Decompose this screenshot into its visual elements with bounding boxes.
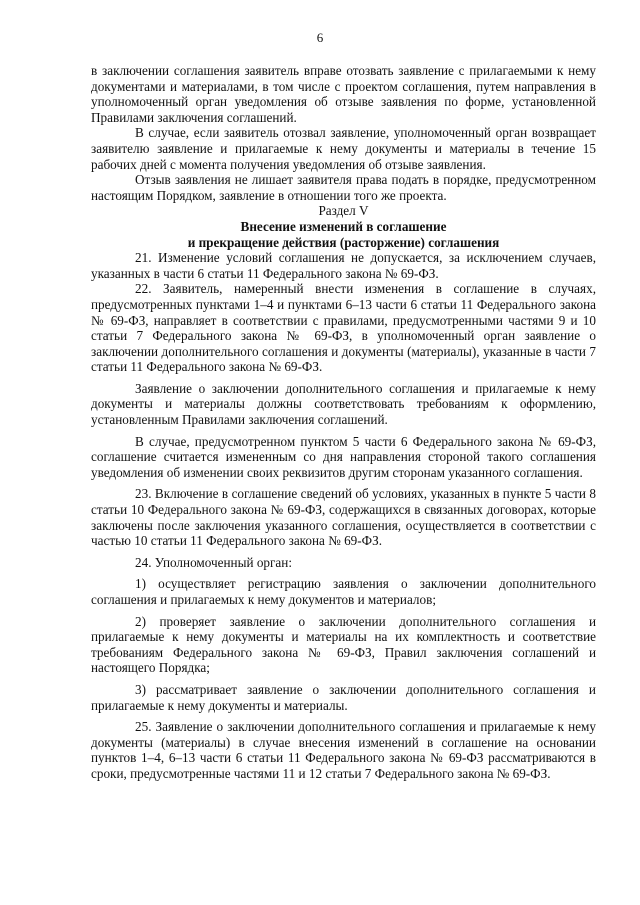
section-title (91, 219, 596, 250)
clause-24-item-3: 3) рассматривает заявление о заключении дополнительного соглашения и прилагаемые к нему документы и материалы. (91, 681, 596, 713)
section-title-line-2: и прекращение действия (расторжение) соглашения (187, 234, 500, 250)
document-body (91, 63, 596, 782)
clause-24-item-2: 2) проверяет заявление о заключении дополнительного соглашения и прилагаемые к нему документы и материалы на их комплектность и соответствие требованиям Федерального закона № 69-ФЗ, Правил заключения соглашений и настоящего Порядка; (91, 613, 596, 676)
clause-25: 25. Заявление о заключении дополнительного соглашения и прилагаемые к нему документы (материалы) в случае внесения изменений в соглашение на основании пунктов 1–4, 6–13 части 6 статьи 11 Федерального закона № 69-ФЗ рассматриваются в сроки, предусмотренные частями 11 и 12 статьи 7 Федерального закона № 69-ФЗ. (91, 719, 596, 781)
clause-24: 24. Уполномоченный орган: (135, 554, 292, 570)
clause-23: 23. Включение в соглашение сведений об условиях, указанных в пункте 5 части 8 статьи 10 Федерального закона № 69-ФЗ, содержащихся в связанных договорах, которые заключены после заключения указанного соглашения, осуществляется в соответствии с частью 10 статьи 11 Федерального закона № 69-ФЗ. (91, 486, 596, 549)
clause-22: 22. Заявитель, намеренный внести изменения в соглашение в случаях, предусмотренных пунктами 1–4 и пунктами 6–13 части 6 статьи 11 Федерального закона № 69-ФЗ, направляет в соответствии с правилами, предусмотренными частями 9 и 10 статьи 7 Федерального закона № 69-ФЗ, в уполномоченный орган заявление о заключении дополнительного соглашения и документы (материалы), указанные в части 7 статьи 11 Федерального закона № 69-ФЗ. (91, 281, 596, 375)
clause-21: 21. Изменение условий соглашения не допускается, за исключением случаев, указанных в части 6 статьи 11 Федерального закона № 69-ФЗ. (91, 250, 596, 281)
paragraph-withdrawal-rights: Отзыв заявления не лишает заявителя права подать в порядке, предусмотренном настоящим Порядком, заявление в отношении того же проекта. (91, 172, 596, 203)
section-title-line-1: Внесение изменений в соглашение (240, 218, 447, 234)
clause-22-requirements: Заявление о заключении дополнительного соглашения и прилагаемые к нему документы и материалы должны соответствовать требованиям к оформлению, установленным Правилами заключения соглашений. (91, 380, 596, 428)
page-number: 6 (316, 30, 324, 45)
paragraph-continuation: в заключении соглашения заявитель вправе отозвать заявление с прилагаемыми к нему документами и материалами, в том числе с проектом соглашения, путем направления в уполномоченный орган уведомления об отзыве заявления по форме, установленной Правилами заключения соглашений. (91, 63, 596, 125)
clause-24-item-1: 1) осуществляет регистрацию заявления о заключении дополнительного соглашения и прилагаемых к нему документов и материалов; (91, 576, 596, 607)
section-label: Раздел V (318, 203, 369, 219)
clause-22-case: В случае, предусмотренном пунктом 5 части 6 Федерального закона № 69-ФЗ, соглашение считается измененным со дня направления стороной такого соглашения уведомления об изменении своих реквизитов другим сторонам указанного соглашения. (91, 433, 596, 480)
paragraph-withdrawal: В случае, если заявитель отозвал заявление, уполномоченный орган возвращает заявителю заявление и прилагаемые к нему документы и материалы в течение 15 рабочих дней с момента получения уведомления об отзыве заявления. (91, 125, 596, 172)
